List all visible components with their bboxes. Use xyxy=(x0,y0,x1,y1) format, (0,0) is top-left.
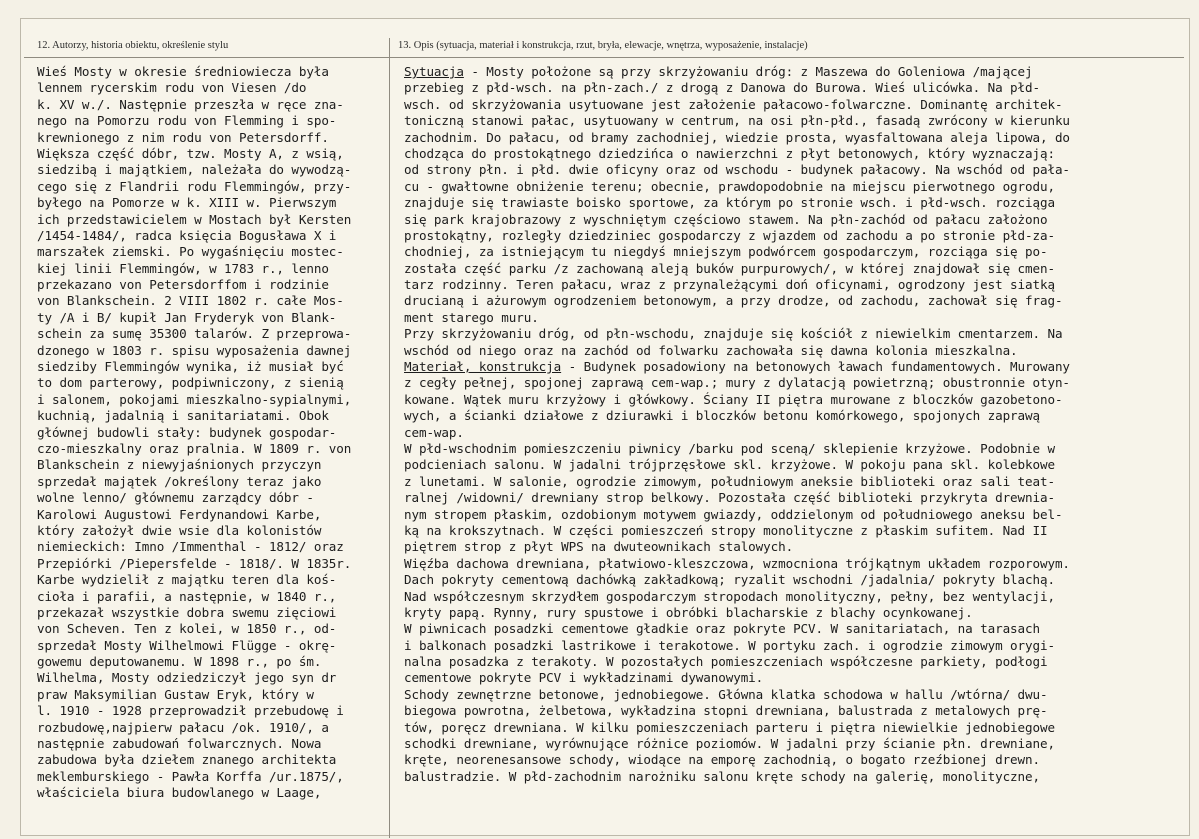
history-text-line: wolne lenno/ głównemu zarządcy dóbr - xyxy=(37,490,314,506)
description-text: kowane. Wątek muru krzyżowy i główkowy. Ściany II piętra murowane z bloczków gazobetono- xyxy=(404,391,1063,407)
history-text-line: Przepiórki /Piepersfelde - 1818/. W 1835r. xyxy=(37,555,352,571)
description-text: cem-wap. xyxy=(404,424,464,440)
description-text: wschód od niego oraz na zachód od folwarku zachowała się dawna kolonia mieszkalna. xyxy=(404,342,1018,358)
history-text-line: i salonem, pokojami mieszkalno-sypialnymi, xyxy=(37,391,352,407)
description-text-line xyxy=(404,589,1194,605)
description-text-line xyxy=(404,720,1194,736)
description-text-line xyxy=(404,408,1194,424)
description-text-line xyxy=(404,326,1194,342)
history-text-line: ich przedstawicielem w Mostach był Kersten xyxy=(37,211,352,227)
description-text-line xyxy=(404,474,1194,490)
description-text-line xyxy=(404,638,1194,654)
history-text-line: l. 1910 - 1928 przeprowadził przebudowę i xyxy=(37,703,344,719)
history-text-line: Karbe wydzielił z majątku teren dla koś- xyxy=(37,572,337,588)
description-text-line xyxy=(404,212,1194,228)
description-text-line xyxy=(404,293,1194,309)
description-text-line xyxy=(404,605,1194,621)
description-text-line xyxy=(404,539,1194,555)
description-text-line xyxy=(404,457,1194,473)
section-heading: Sytuacja xyxy=(404,64,464,79)
description-text-line xyxy=(404,736,1194,752)
description-text: W płd-wschodnim pomieszczeniu piwnicy /barku pod sceną/ sklepienie krzyżowe. Podobnie w xyxy=(404,440,1055,456)
description-text: cementowe pokryte PCV i wykładzinami dywanowymi. xyxy=(404,670,764,686)
history-text-line: kiej linii Flemmingów, w 1783 r., lenno xyxy=(37,260,329,276)
history-text-line: właściciela biura budowlanego w Laage, xyxy=(37,785,322,801)
description-text-line xyxy=(404,64,1194,80)
history-text-line: kuchnią, jadalnią i sanitariatami. Obok xyxy=(37,408,329,424)
history-text-line: lennem rycerskim rodu von Viesen /do xyxy=(37,80,307,96)
description-text: kręte, neorenesansowe schody, wiodące na emporę zachodnią, o bogato rzeźbionej drewn. xyxy=(404,752,1040,768)
description-text-line xyxy=(404,310,1194,326)
description-text-line xyxy=(404,195,1194,211)
description-text-line xyxy=(404,703,1194,719)
description-text: z lunetami. W salonie, ogrodzie zimowym, południowym aneksie biblioteki oraz sali teat- xyxy=(404,473,1055,489)
description-text-line xyxy=(404,179,1194,195)
header-rule xyxy=(24,57,1184,58)
description-text: chodząca do prostokątnego dziedzińca o nawierzchni z płyt betonowych, który wyznaczają: xyxy=(404,145,1055,161)
description-text-line xyxy=(404,343,1194,359)
description-text: - Budynek posadowiony na betonowych ławach fundamentowych. Murowany xyxy=(561,359,1070,375)
description-text-line xyxy=(404,375,1194,391)
description-text: nalna posadzka z terakoty. W pozostałych pomieszczeniach współczesne parkiety, podłogi xyxy=(404,654,1048,670)
history-text-line: marszałek ziemski. Po wygaśnięciu mostec- xyxy=(37,244,344,260)
section-heading: Materiał, konstrukcja xyxy=(404,359,562,375)
description-text-line xyxy=(404,392,1194,408)
description-text: Przy skrzyżowaniu dróg, od płn-wschodu, znajduje się kościół z niewielkim cmentarzem. Na xyxy=(404,326,1063,342)
history-text-line: byłego na Pomorze w k. XIII w. Pierwszym xyxy=(37,195,337,211)
history-text-line: siedziby Flemmingów wynika, iż musiał być xyxy=(37,359,344,375)
description-text-line xyxy=(404,523,1194,539)
description-text-line xyxy=(404,572,1194,588)
description-text: Dach pokryty cementową dachówką zakładkową; ryzalit wschodni /jadalnia/ pokryty blachą. xyxy=(404,572,1055,588)
description-text-line xyxy=(404,687,1194,703)
description-text-line xyxy=(404,769,1194,785)
description-text: z cegły pełnej, spojonej zaprawą cem-wap.; mury z dylatacją powietrzną; obustronnie otyn- xyxy=(404,375,1070,391)
history-text-line: k. XV w./. Następnie przeszła w ręce zna- xyxy=(37,96,344,112)
history-text-line: cego się z Flandrii rodu Flemmingów, przy- xyxy=(37,178,352,194)
description-text-line xyxy=(404,654,1194,670)
description-text-line xyxy=(404,162,1194,178)
right-column-header: 13. Opis (sytuacja, materiał i konstrukcja, rzut, bryła, elewacje, wnętrza, wyposażenie, instalacje) xyxy=(398,40,808,51)
description-text-line xyxy=(404,425,1194,441)
description-text: tów, poręcz drewniana. W kilku pomieszczeniach parteru i piętra niewielkie jednobiegowe xyxy=(404,719,1055,735)
history-text-line: Wieś Mosty w okresie średniowiecza była xyxy=(37,64,329,79)
description-text-line xyxy=(404,244,1194,260)
description-text: toniczną stanowi pałac, usytuowany w centrum, na osi płn-płd., fasadą zwrócony w kierunku xyxy=(404,113,1070,129)
description-text: biegowa powrotna, żelbetowa, wykładzina stopni drewniana, balustrada z metalowych prę- xyxy=(404,703,1048,719)
history-text-line: niemieckich: Imno /Immenthal - 1812/ oraz xyxy=(37,539,344,555)
description-text-line xyxy=(404,80,1194,96)
column-divider xyxy=(389,38,390,838)
history-text-line: rozbudowę,najpierw pałacu /ok. 1910/, a xyxy=(37,719,329,735)
history-text-line: ty /A i B/ kupił Jan Fryderyk von Blank- xyxy=(37,309,337,325)
description-text: W piwnicach posadzki cementowe gładkie oraz pokryte PCV. W sanitariatach, na tarasach xyxy=(404,621,1040,637)
history-text-line: sprzedał Mosty Wilhelmowi Flügge - okrę- xyxy=(37,637,337,653)
description-text: prostokątny, rozległy dziedziniec gospodarczy z wjazdem od zachodu a po stronie płd-za- xyxy=(404,227,1055,243)
description-text: nym stropem płaskim, ozdobionym motywem gwiazdy, oddzielonym od południowego aneksu bel- xyxy=(404,506,1063,522)
description-text: ką na krokszytnach. W części pomieszczeń stropy monolityczne z płaskim sufitem. Nad II xyxy=(404,522,1048,538)
description-text-line xyxy=(404,621,1194,637)
history-text-line: Wilhelma, Mosty odziedziczył jego syn dr xyxy=(37,670,337,686)
description-text: się park krajobrazowy z wyschniętym częściowo stawem. Na płn-zachód od pałacu założono xyxy=(404,211,1048,227)
history-text-line: dzonego w 1803 r. spisu wyposażenia dawnej xyxy=(37,342,352,358)
description-text-line xyxy=(404,441,1194,457)
history-text-line: Blankschein z niewyjaśnionych przyczyn xyxy=(37,457,322,473)
history-text-line: schein za sumę 35300 talarów. Z przeprowa- xyxy=(37,326,352,342)
description-text-column xyxy=(404,64,1194,785)
description-text-line xyxy=(404,113,1194,129)
history-text-line: nego na Pomorzu rodu von Flemming i spo- xyxy=(37,113,337,129)
description-text: Schody zewnętrzne betonowe, jednobiegowe. Główna klatka schodowa w hallu /wtórna/ dwu- xyxy=(404,686,1048,702)
description-text: ralnej /widowni/ drewniany strop belkowy. Pozostała część biblioteki przykryta drewnia- xyxy=(404,490,1055,506)
description-text: schodki drewniane, wyrównujące różnice poziomów. W jadalni przy ścianie płn. drewniane, xyxy=(404,736,1055,752)
history-text-line: Karolowi Augustowi Ferdynandowi Karbe, xyxy=(37,506,322,522)
description-text: od strony płn. i płd. dwie oficyny oraz od wschodu - budynek pałacowy. Na wschód od pała- xyxy=(404,162,1070,178)
description-text: cu - gwałtowne obniżenie terenu; obecnie, prawdopodobnie na miejscu pierwotnego ogrodu, xyxy=(404,178,1055,194)
left-column-header: 12. Autorzy, historia obiektu, określenie stylu xyxy=(37,40,229,51)
description-text: tarz rodzinny. Teren pałacu, wraz z przynależącymi doń oficynami, ogrodzony jest siatką xyxy=(404,277,1055,293)
description-text: balustradzie. W płd-zachodnim narożniku salonu kręte schody na galerię, monolityczne, xyxy=(404,768,1040,784)
history-text-line: meklemburskiego - Pawła Korffa /ur.1875/, xyxy=(37,768,344,784)
description-text-line xyxy=(404,752,1194,768)
description-text: wsch. od skrzyżowania usytuowane jest założenie pałacowo-folwarczne. Dominantę architek- xyxy=(404,96,1063,112)
description-text: Nad współczesnym skrzydłem gospodarczym stropodach monolityczny, pełny, bez wentylacji, xyxy=(404,588,1055,604)
description-text: chodniej, za istniejącym tu niegdyś mniejszym podwórcem gospodarczym, rozciąga się po- xyxy=(404,244,1048,260)
description-text-line xyxy=(404,261,1194,277)
history-text-column xyxy=(37,64,387,802)
description-text: Więźba dachowa drewniana, płatwiowo-kleszczowa, wzmocniona trójkątnym układem rozporowym. xyxy=(404,555,1070,571)
description-text-line xyxy=(404,490,1194,506)
description-text: piętrem strop z płyt WPS na dwuteownikach stalowych. xyxy=(404,539,794,555)
description-text: zachodnim. Do pałacu, od bramy zachodniej, wiedzie prosta, wyasfaltowana aleja lipowa, do xyxy=(404,129,1070,145)
history-text-line: cioła i parafii, a następnie, w 1840 r., xyxy=(37,588,337,604)
history-text-line: przekazał wszystkie dobra swemu zięciowi xyxy=(37,604,337,620)
description-text: wych, a ścianki działowe z dziurawki i bloczków betonu komórkowego, spojonych zaprawą xyxy=(404,408,1040,424)
history-text-line: von Scheven. Ten z kolei, w 1850 r., od- xyxy=(37,621,337,637)
history-text-line: zabudowa była dziełem znanego architekta xyxy=(37,752,337,768)
history-text-line: siedzibą i majątkiem, należała do wywodzą- xyxy=(37,162,352,178)
description-text-line xyxy=(404,97,1194,113)
history-text-line: to dom parterowy, podpiwniczony, z sienią xyxy=(37,375,344,391)
description-text-line xyxy=(404,130,1194,146)
description-text-line xyxy=(404,359,1194,375)
description-text: drucianą i ażurowym ogrodzeniem betonowym, a przy drodze, od zachodu, zachował się frag- xyxy=(404,293,1063,309)
history-text-line: /1454-1484/, radca księcia Bogusława X i xyxy=(37,227,337,243)
history-text-line: czo-mieszkalny oraz pralnia. W 1809 r. von xyxy=(37,440,352,456)
description-text: znajduje się trawiaste boisko sportowe, za którym po stronie wsch. i płd-wsch. rozciąga xyxy=(404,195,1055,211)
description-text: kryty papą. Rynny, rury spustowe i obróbki blacharskie z blachy ocynkowanej. xyxy=(404,604,973,620)
description-text: - Mosty położone są przy skrzyżowaniu dróg: z Maszewa do Goleniowa /mającej xyxy=(463,64,1033,79)
history-text-line: von Blankschein. 2 VIII 1802 r. całe Mos- xyxy=(37,293,344,309)
history-text-line: głównej budowli stały: budynek gospodar- xyxy=(37,424,337,440)
description-text: przebieg z płd-wsch. na płn-zach./ z drogą z Danowa do Burowa. Wieś ulicówka. Na płd- xyxy=(404,80,1040,96)
history-text-line: praw Maksymilian Gustaw Eryk, który w xyxy=(37,686,314,702)
description-text: została część parku /z zachowaną aleją buków purpurowych/, w której znajdował się cmen- xyxy=(404,260,1055,276)
description-text-line xyxy=(404,277,1194,293)
description-text-line xyxy=(404,507,1194,523)
description-text-line xyxy=(404,556,1194,572)
history-text-line: gowemu deputowanemu. W 1898 r., po śm. xyxy=(37,654,322,670)
description-text: i balkonach posadzki lastrikowe i terakotowe. W portyku zach. i ogrodzie zimowym orygi- xyxy=(404,637,1055,653)
history-text-line: następnie zabudowań folwarcznych. Nowa xyxy=(37,736,322,752)
description-text-line xyxy=(404,146,1194,162)
description-text-line xyxy=(404,670,1194,686)
history-text-line: Większa część dóbr, tzw. Mosty A, z wsią, xyxy=(37,145,344,161)
history-text-line: który założył dwie wsie dla kolonistów xyxy=(37,522,322,538)
description-text: ment starego muru. xyxy=(404,309,539,325)
history-text-line: przekazano von Petersdorffom i rodzinie xyxy=(37,277,329,293)
description-text: podcieniach salonu. W jadalni trójprzęsłowe skl. krzyżowe. W pokoju pana skl. kolebkowe xyxy=(404,457,1055,473)
history-text-line: sprzedał majątek /określony teraz jako xyxy=(37,473,322,489)
description-text-line xyxy=(404,228,1194,244)
history-text-line: krewnionego z nim rodu von Petersdorff. xyxy=(37,129,329,145)
